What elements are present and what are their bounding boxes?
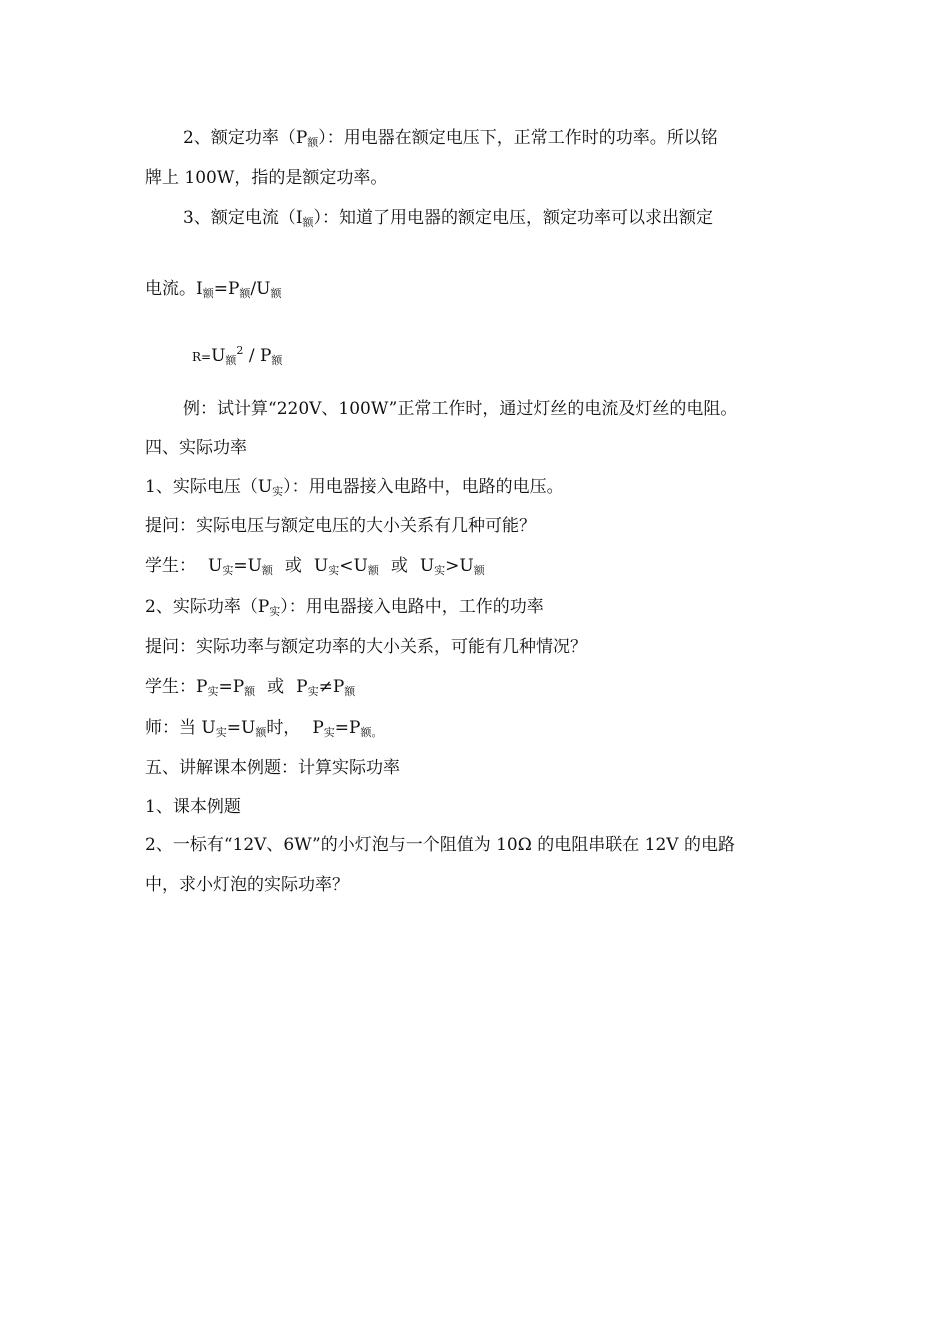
question-power: 提问：实际功率与额定功率的大小关系，可能有几种情况？ xyxy=(145,637,587,657)
text: U xyxy=(211,346,226,366)
rated-current-line1 xyxy=(183,206,713,232)
text: R= xyxy=(192,350,212,364)
text: ）：知道了用电器的额定电压，额定功率可以求出额定 xyxy=(313,208,714,228)
text: 师：当 U xyxy=(145,718,216,738)
text: 时， xyxy=(266,718,301,738)
actual-voltage-line xyxy=(145,475,564,501)
text: P xyxy=(196,677,208,697)
subscript: 额 xyxy=(239,287,251,300)
text: U xyxy=(313,556,329,576)
text: U xyxy=(208,556,223,576)
subscript: 额 xyxy=(367,564,379,577)
subscript: 额 xyxy=(302,216,314,229)
text: / P xyxy=(243,346,272,366)
subscript: 额 xyxy=(271,354,283,367)
item-2-line2: 中，求小灯泡的实际功率？ xyxy=(145,875,349,895)
subscript: 额 xyxy=(360,726,372,739)
subscript: 额 xyxy=(344,685,356,698)
student-power-answer xyxy=(145,675,355,701)
text: ）：用电器接入电路中，工作的功率 xyxy=(280,597,544,617)
text: P xyxy=(312,718,324,738)
item-2-line1: 2、一标有“12V、6W”的小灯泡与一个阻值为 10Ω 的电阻串联在 12V 的电路 xyxy=(145,835,735,855)
rated-power-line1 xyxy=(183,126,718,152)
text: =P xyxy=(218,677,245,697)
text: 或 xyxy=(390,556,408,576)
subscript: 额 xyxy=(270,287,282,300)
student-voltage-answer xyxy=(145,554,485,580)
subscript: 额 xyxy=(255,726,267,739)
subscript: 额 xyxy=(225,354,237,367)
teacher-line xyxy=(145,716,382,742)
question-voltage: 提问：实际电压与额定电压的大小关系有几种可能？ xyxy=(145,516,536,536)
subscript: 实 xyxy=(434,564,446,577)
subscript: 实 xyxy=(272,485,284,498)
superscript: 2 xyxy=(236,344,244,357)
subscript: 额 xyxy=(244,685,256,698)
text: 学生： xyxy=(145,556,196,576)
text: 2、额定功率（P xyxy=(183,128,308,148)
text: =U xyxy=(226,718,256,738)
subscript: 额 xyxy=(202,287,214,300)
subscript: 实 xyxy=(307,685,319,698)
example-line: 例：试计算“220V、100W”正常工作时，通过灯丝的电流及灯丝的电阻。 xyxy=(183,399,738,419)
text: 。 xyxy=(371,726,383,739)
text: /U xyxy=(250,279,271,299)
section-heading-4: 四、实际功率 xyxy=(145,438,247,458)
text: <U xyxy=(339,556,368,576)
actual-power-line xyxy=(145,595,544,621)
text: P xyxy=(296,677,308,697)
subscript: 额 xyxy=(261,564,273,577)
rated-current-formula xyxy=(145,277,281,303)
text: ）：用电器在额定电压下，正常工作时的功率。所以铭 xyxy=(318,128,718,148)
subscript: 实 xyxy=(328,564,340,577)
subscript: 额 xyxy=(307,136,319,149)
text: 学生： xyxy=(145,677,196,697)
subscript: 实 xyxy=(323,726,335,739)
subscript: 实 xyxy=(207,685,219,698)
rated-power-line2: 牌上 100W，指的是额定功率。 xyxy=(145,168,388,188)
text: =P xyxy=(334,718,361,738)
subscript: 额 xyxy=(473,564,485,577)
text: U xyxy=(419,556,435,576)
subscript: 实 xyxy=(222,564,234,577)
text: 电流。I xyxy=(145,279,203,299)
subscript: 实 xyxy=(215,726,227,739)
section-heading-5: 五、讲解课本例题：计算实际功率 xyxy=(145,758,400,778)
subscript: 实 xyxy=(269,605,281,618)
text: 2、实际功率（P xyxy=(145,597,270,617)
text: =P xyxy=(213,279,240,299)
item-1: 1、课本例题 xyxy=(145,797,241,817)
resistance-formula xyxy=(192,344,282,370)
text: 3、额定电流（I xyxy=(183,208,303,228)
text: >U xyxy=(445,556,474,576)
text: =U xyxy=(233,556,262,576)
text: 1、实际电压（U xyxy=(145,477,273,497)
text: 或 xyxy=(284,556,302,576)
text: ≠P xyxy=(318,677,345,697)
text: 或 xyxy=(267,677,285,697)
text: ）：用电器接入电路中，电路的电压。 xyxy=(283,477,564,497)
